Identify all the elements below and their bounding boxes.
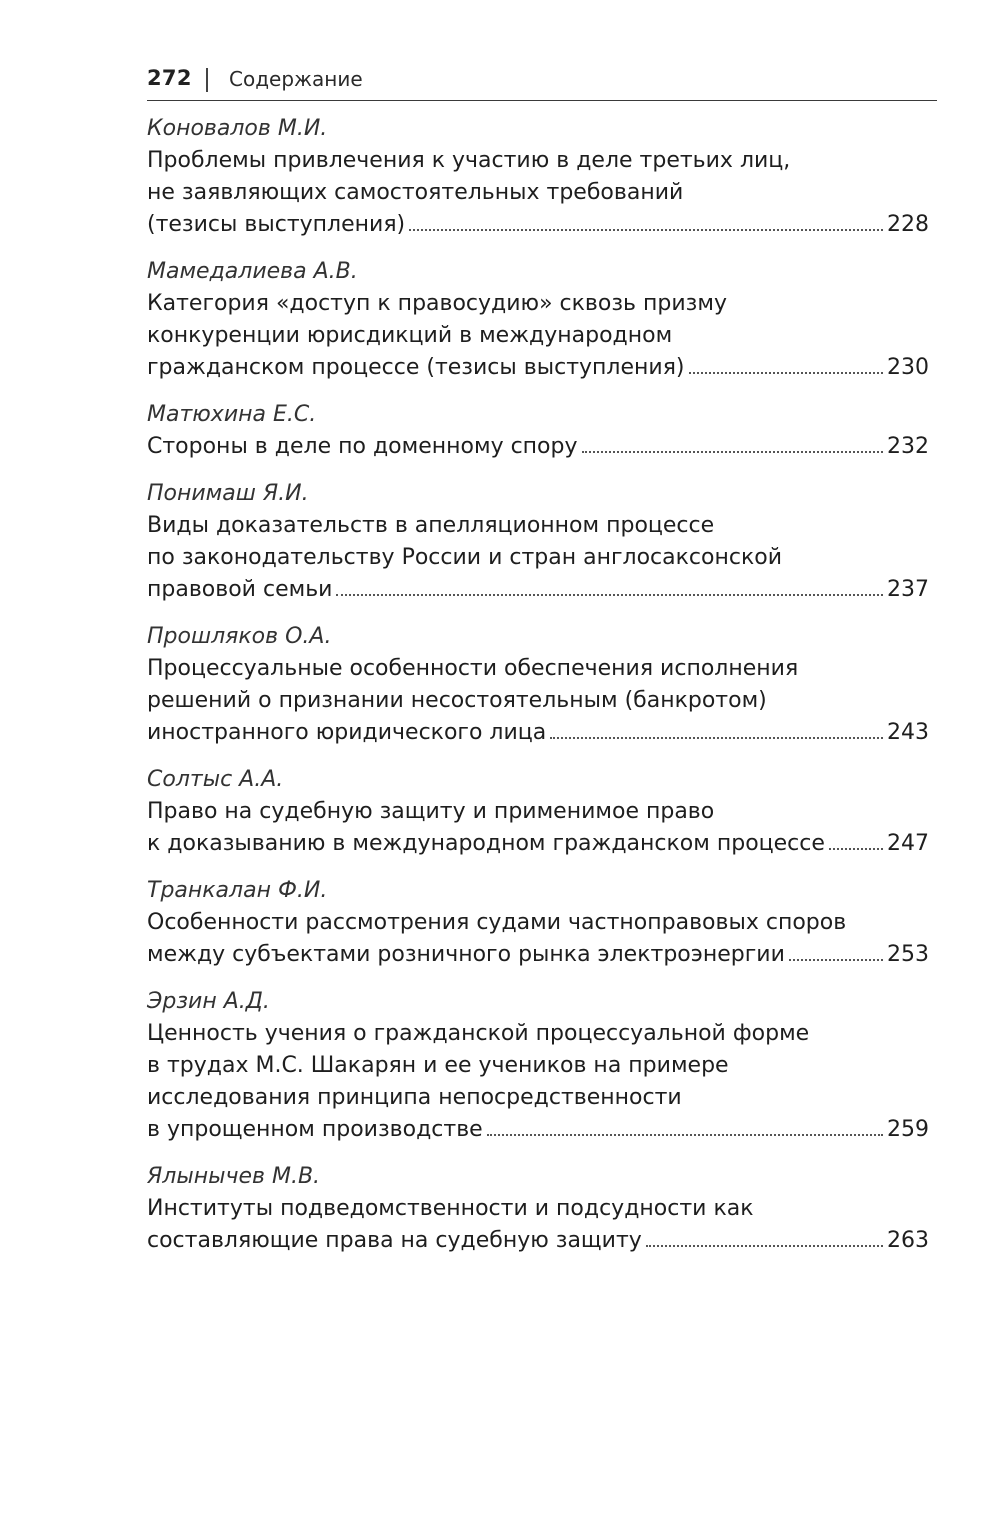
entry-title-last-line xyxy=(147,574,929,606)
entry-title-text: в упрощенном производстве xyxy=(147,1117,483,1142)
entry-title-last-line xyxy=(147,1114,929,1146)
entry-title-last-line xyxy=(147,1225,929,1257)
entry-title-line: Институты подведомственности и подсудности как xyxy=(147,1196,754,1221)
dot-leader xyxy=(582,451,883,453)
entry-title-last-line xyxy=(147,431,929,463)
toc-entry xyxy=(147,985,929,1146)
dot-leader xyxy=(689,372,883,374)
entry-page-number: 237 xyxy=(887,577,929,602)
dot-leader xyxy=(409,229,883,231)
entry-author: Понимаш Я.И. xyxy=(147,481,309,506)
toc-entry xyxy=(147,398,929,463)
entry-title-text: (тезисы выступления) xyxy=(147,212,406,237)
entry-title-line: исследования принципа непосредственности xyxy=(147,1085,682,1110)
entry-page-number: 232 xyxy=(887,434,929,459)
entry-author: Ялынычев М.В. xyxy=(147,1164,321,1189)
entry-page-number: 263 xyxy=(887,1228,929,1253)
header-separator xyxy=(206,68,208,92)
page-number: 272 xyxy=(147,66,192,90)
toc-entry xyxy=(147,477,929,606)
dot-leader xyxy=(550,737,883,739)
entry-page-number: 228 xyxy=(887,212,929,237)
entry-title-text: гражданском процессе (тезисы выступления) xyxy=(147,355,685,380)
entry-title-line: Категория «доступ к правосудию» сквозь призму xyxy=(147,291,727,316)
entry-page-number: 253 xyxy=(887,942,929,967)
entry-author: Транкалан Ф.И. xyxy=(147,878,328,903)
entry-title-last-line xyxy=(147,939,929,971)
entry-title-last-line xyxy=(147,828,929,860)
entry-author: Коновалов М.И. xyxy=(147,116,328,141)
entry-title-line: Ценность учения о гражданской процессуальной форме xyxy=(147,1021,810,1046)
entry-title-text: иностранного юридического лица xyxy=(147,720,547,745)
toc-entry xyxy=(147,620,929,749)
entry-title-line: Особенности рассмотрения судами частноправовых споров xyxy=(147,910,847,935)
entry-title-text: Стороны в деле по доменному спору xyxy=(147,434,578,459)
dot-leader xyxy=(789,959,883,961)
entry-page-number: 243 xyxy=(887,720,929,745)
entry-title-last-line xyxy=(147,717,929,749)
entry-title-line: Право на судебную защиту и применимое право xyxy=(147,799,715,824)
page-header xyxy=(147,64,937,101)
entry-title-line: конкуренции юрисдикций в международном xyxy=(147,323,673,348)
section-title: Содержание xyxy=(229,67,363,91)
entry-title-line: по законодательству России и стран англосаксонской xyxy=(147,545,782,570)
entry-title-line: Виды доказательств в апелляционном процессе xyxy=(147,513,715,538)
entry-title-text: составляющие права на судебную защиту xyxy=(147,1228,642,1253)
toc-entry xyxy=(147,112,929,241)
entry-title-text: правовой семьи xyxy=(147,577,333,602)
entry-title-line: Процессуальные особенности обеспечения исполнения xyxy=(147,656,799,681)
table-of-contents xyxy=(147,112,929,1271)
entry-author: Солтыс А.А. xyxy=(147,767,284,792)
entry-author: Эрзин А.Д. xyxy=(147,989,270,1014)
entry-title-line: в трудах М.С. Шакарян и ее учеников на примере xyxy=(147,1053,729,1078)
entry-author: Прошляков О.А. xyxy=(147,624,332,649)
entry-title-text: к доказыванию в международном гражданском процессе xyxy=(147,831,825,856)
entry-title-line: Проблемы привлечения к участию в деле третьих лиц, xyxy=(147,148,791,173)
entry-title-line: решений о признании несостоятельным (банкротом) xyxy=(147,688,767,713)
dot-leader xyxy=(336,594,883,596)
entry-author: Матюхина Е.С. xyxy=(147,402,317,427)
toc-entry xyxy=(147,1160,929,1257)
entry-title-last-line xyxy=(147,209,929,241)
toc-entry xyxy=(147,874,929,971)
entry-title-text: между субъектами розничного рынка электроэнергии xyxy=(147,942,785,967)
dot-leader xyxy=(487,1134,883,1136)
entry-title-last-line xyxy=(147,352,929,384)
entry-page-number: 247 xyxy=(887,831,929,856)
toc-entry xyxy=(147,763,929,860)
dot-leader xyxy=(829,848,883,850)
toc-entry xyxy=(147,255,929,384)
entry-title-line: не заявляющих самостоятельных требований xyxy=(147,180,684,205)
entry-page-number: 230 xyxy=(887,355,929,380)
dot-leader xyxy=(646,1245,883,1247)
entry-page-number: 259 xyxy=(887,1117,929,1142)
entry-author: Мамедалиева А.В. xyxy=(147,259,358,284)
